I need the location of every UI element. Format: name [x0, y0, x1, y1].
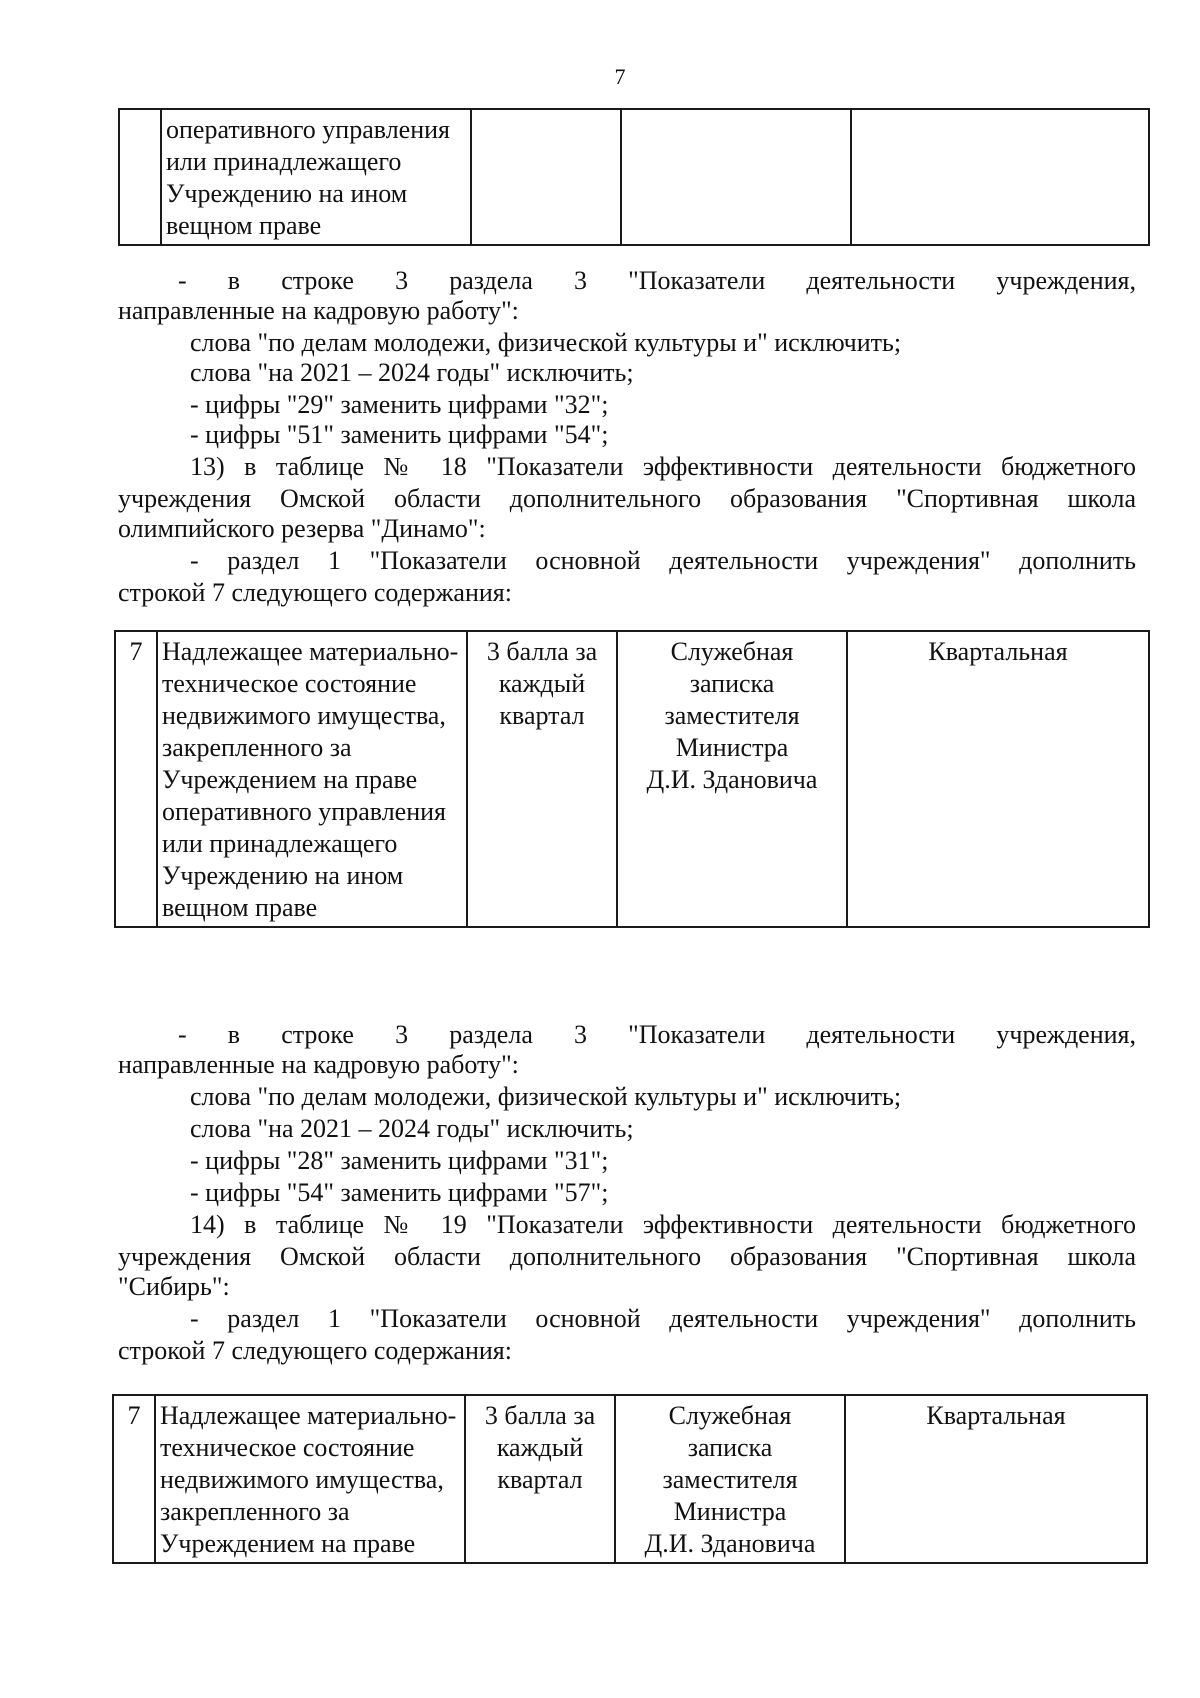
cell-text-line: 3 балла за: [484, 1401, 596, 1430]
cell-text-line: Учреждению на ином: [162, 861, 404, 890]
cell-text-line: техническое состояние: [162, 669, 417, 698]
cell-text-line: оперативного управления: [166, 115, 450, 144]
item-heading-line: 13) в таблице № 18 "Показатели эффективности деятельности бюджетного: [190, 452, 1136, 481]
cell-text-line: Д.И. Здановича: [646, 765, 818, 794]
cell-text-line: вещном праве: [162, 893, 318, 922]
cell-text-line: Министра: [675, 733, 789, 762]
source-cell: [621, 109, 851, 245]
item-heading-line: учреждения Омской области дополнительного образования "Спортивная школа: [118, 1242, 1136, 1271]
item-heading-line: 14) в таблице № 19 "Показатели эффективности деятельности бюджетного: [190, 1210, 1136, 1239]
cell-text-line: записка: [689, 669, 775, 698]
table-row: [113, 1395, 1147, 1563]
period-cell: Квартальная: [845, 1395, 1147, 1563]
instruction-line: - цифры "51" заменить цифрами "54";: [190, 420, 609, 449]
cell-text-line: недвижимого имущества,: [162, 701, 446, 730]
cell-text-line: Д.И. Здановича: [644, 1529, 816, 1558]
cell-text-line: каждый: [498, 669, 586, 698]
indicator-name-cell: [155, 1395, 465, 1563]
score-cell: [465, 1395, 615, 1563]
period-cell: Квартальная: [847, 631, 1149, 927]
table-row-7-dinamo: [114, 630, 1150, 928]
table-row: [119, 109, 1149, 245]
item-heading-line: учреждения Омской области дополнительного образования "Спортивная школа: [118, 484, 1136, 513]
cell-text-line: техническое состояние: [160, 1433, 415, 1462]
cell-text-line: записка: [687, 1433, 773, 1462]
instruction-line: - цифры "54" заменить цифрами "57";: [190, 1178, 609, 1207]
indicator-name-cell: [161, 109, 471, 245]
section-line: строкой 7 следующего содержания:: [118, 1336, 512, 1365]
cell-text-line: Служебная: [670, 637, 794, 666]
cell-text-line: заместителя: [664, 701, 800, 730]
cell-text-line: закрепленного за: [162, 733, 352, 762]
cell-text-line: Учреждению на ином: [166, 179, 408, 208]
row-number-cell: 7: [115, 631, 157, 927]
score-cell: [467, 631, 617, 927]
instruction-line: слова "по делам молодежи, физической культуры и" исключить;: [190, 1082, 902, 1111]
section-line: строкой 7 следующего содержания:: [118, 578, 512, 607]
cell-text-line: заместителя: [662, 1465, 798, 1494]
source-cell: [617, 631, 847, 927]
cell-text-line: квартал: [499, 701, 585, 730]
source-cell: [615, 1395, 845, 1563]
page-number: 7: [614, 64, 626, 89]
cell-text-line: Учреждением на праве: [162, 765, 418, 794]
cell-text-line: вещном праве: [166, 211, 322, 240]
intro-line: - в строке 3 раздела 3 "Показатели деятельности учреждения,: [178, 1020, 1136, 1049]
cell-text-line: оперативного управления: [162, 797, 446, 826]
instruction-line: слова "на 2021 – 2024 годы" исключить;: [190, 1114, 634, 1143]
section-line: - раздел 1 "Показатели основной деятельности учреждения" дополнить: [190, 1304, 1136, 1333]
cell-text-line: Служебная: [668, 1401, 792, 1430]
cell-text-line: закрепленного за: [160, 1497, 350, 1526]
indicator-name-cell: [157, 631, 467, 927]
table-row-7-sibir: [112, 1394, 1148, 1564]
item-heading-line: олимпийского резерва "Динамо":: [118, 514, 486, 543]
table-row: [115, 631, 1149, 927]
cell-text-line: или принадлежащего: [162, 829, 398, 858]
intro-line: направленные на кадровую работу":: [118, 1050, 519, 1079]
intro-line: - в строке 3 раздела 3 "Показатели деятельности учреждения,: [178, 266, 1136, 295]
intro-line: направленные на кадровую работу":: [118, 296, 519, 325]
cell-text-line: Учреждением на праве: [160, 1529, 416, 1558]
table-continuation: [118, 108, 1150, 246]
period-cell: [851, 109, 1149, 245]
cell-text-line: квартал: [497, 1465, 583, 1494]
instruction-line: слова "по делам молодежи, физической культуры и" исключить;: [190, 328, 902, 357]
score-cell: [471, 109, 621, 245]
cell-text-line: или принадлежащего: [166, 147, 402, 176]
cell-text-line: Министра: [673, 1497, 787, 1526]
instruction-line: слова "на 2021 – 2024 годы" исключить;: [190, 358, 634, 387]
instruction-line: - цифры "28" заменить цифрами "31";: [190, 1146, 609, 1175]
row-number-cell: 7: [113, 1395, 155, 1563]
cell-text-line: 3 балла за: [486, 637, 598, 666]
item-heading-line: "Сибирь":: [118, 1272, 230, 1301]
cell-text-line: Надлежащее материально-: [160, 1401, 457, 1430]
cell-text-line: недвижимого имущества,: [160, 1465, 444, 1494]
cell-text-line: Надлежащее материально-: [162, 637, 459, 666]
section-line: - раздел 1 "Показатели основной деятельности учреждения" дополнить: [190, 546, 1136, 575]
row-number-cell: [119, 109, 161, 245]
instruction-line: - цифры "29" заменить цифрами "32";: [190, 390, 609, 419]
cell-text-line: каждый: [496, 1433, 584, 1462]
